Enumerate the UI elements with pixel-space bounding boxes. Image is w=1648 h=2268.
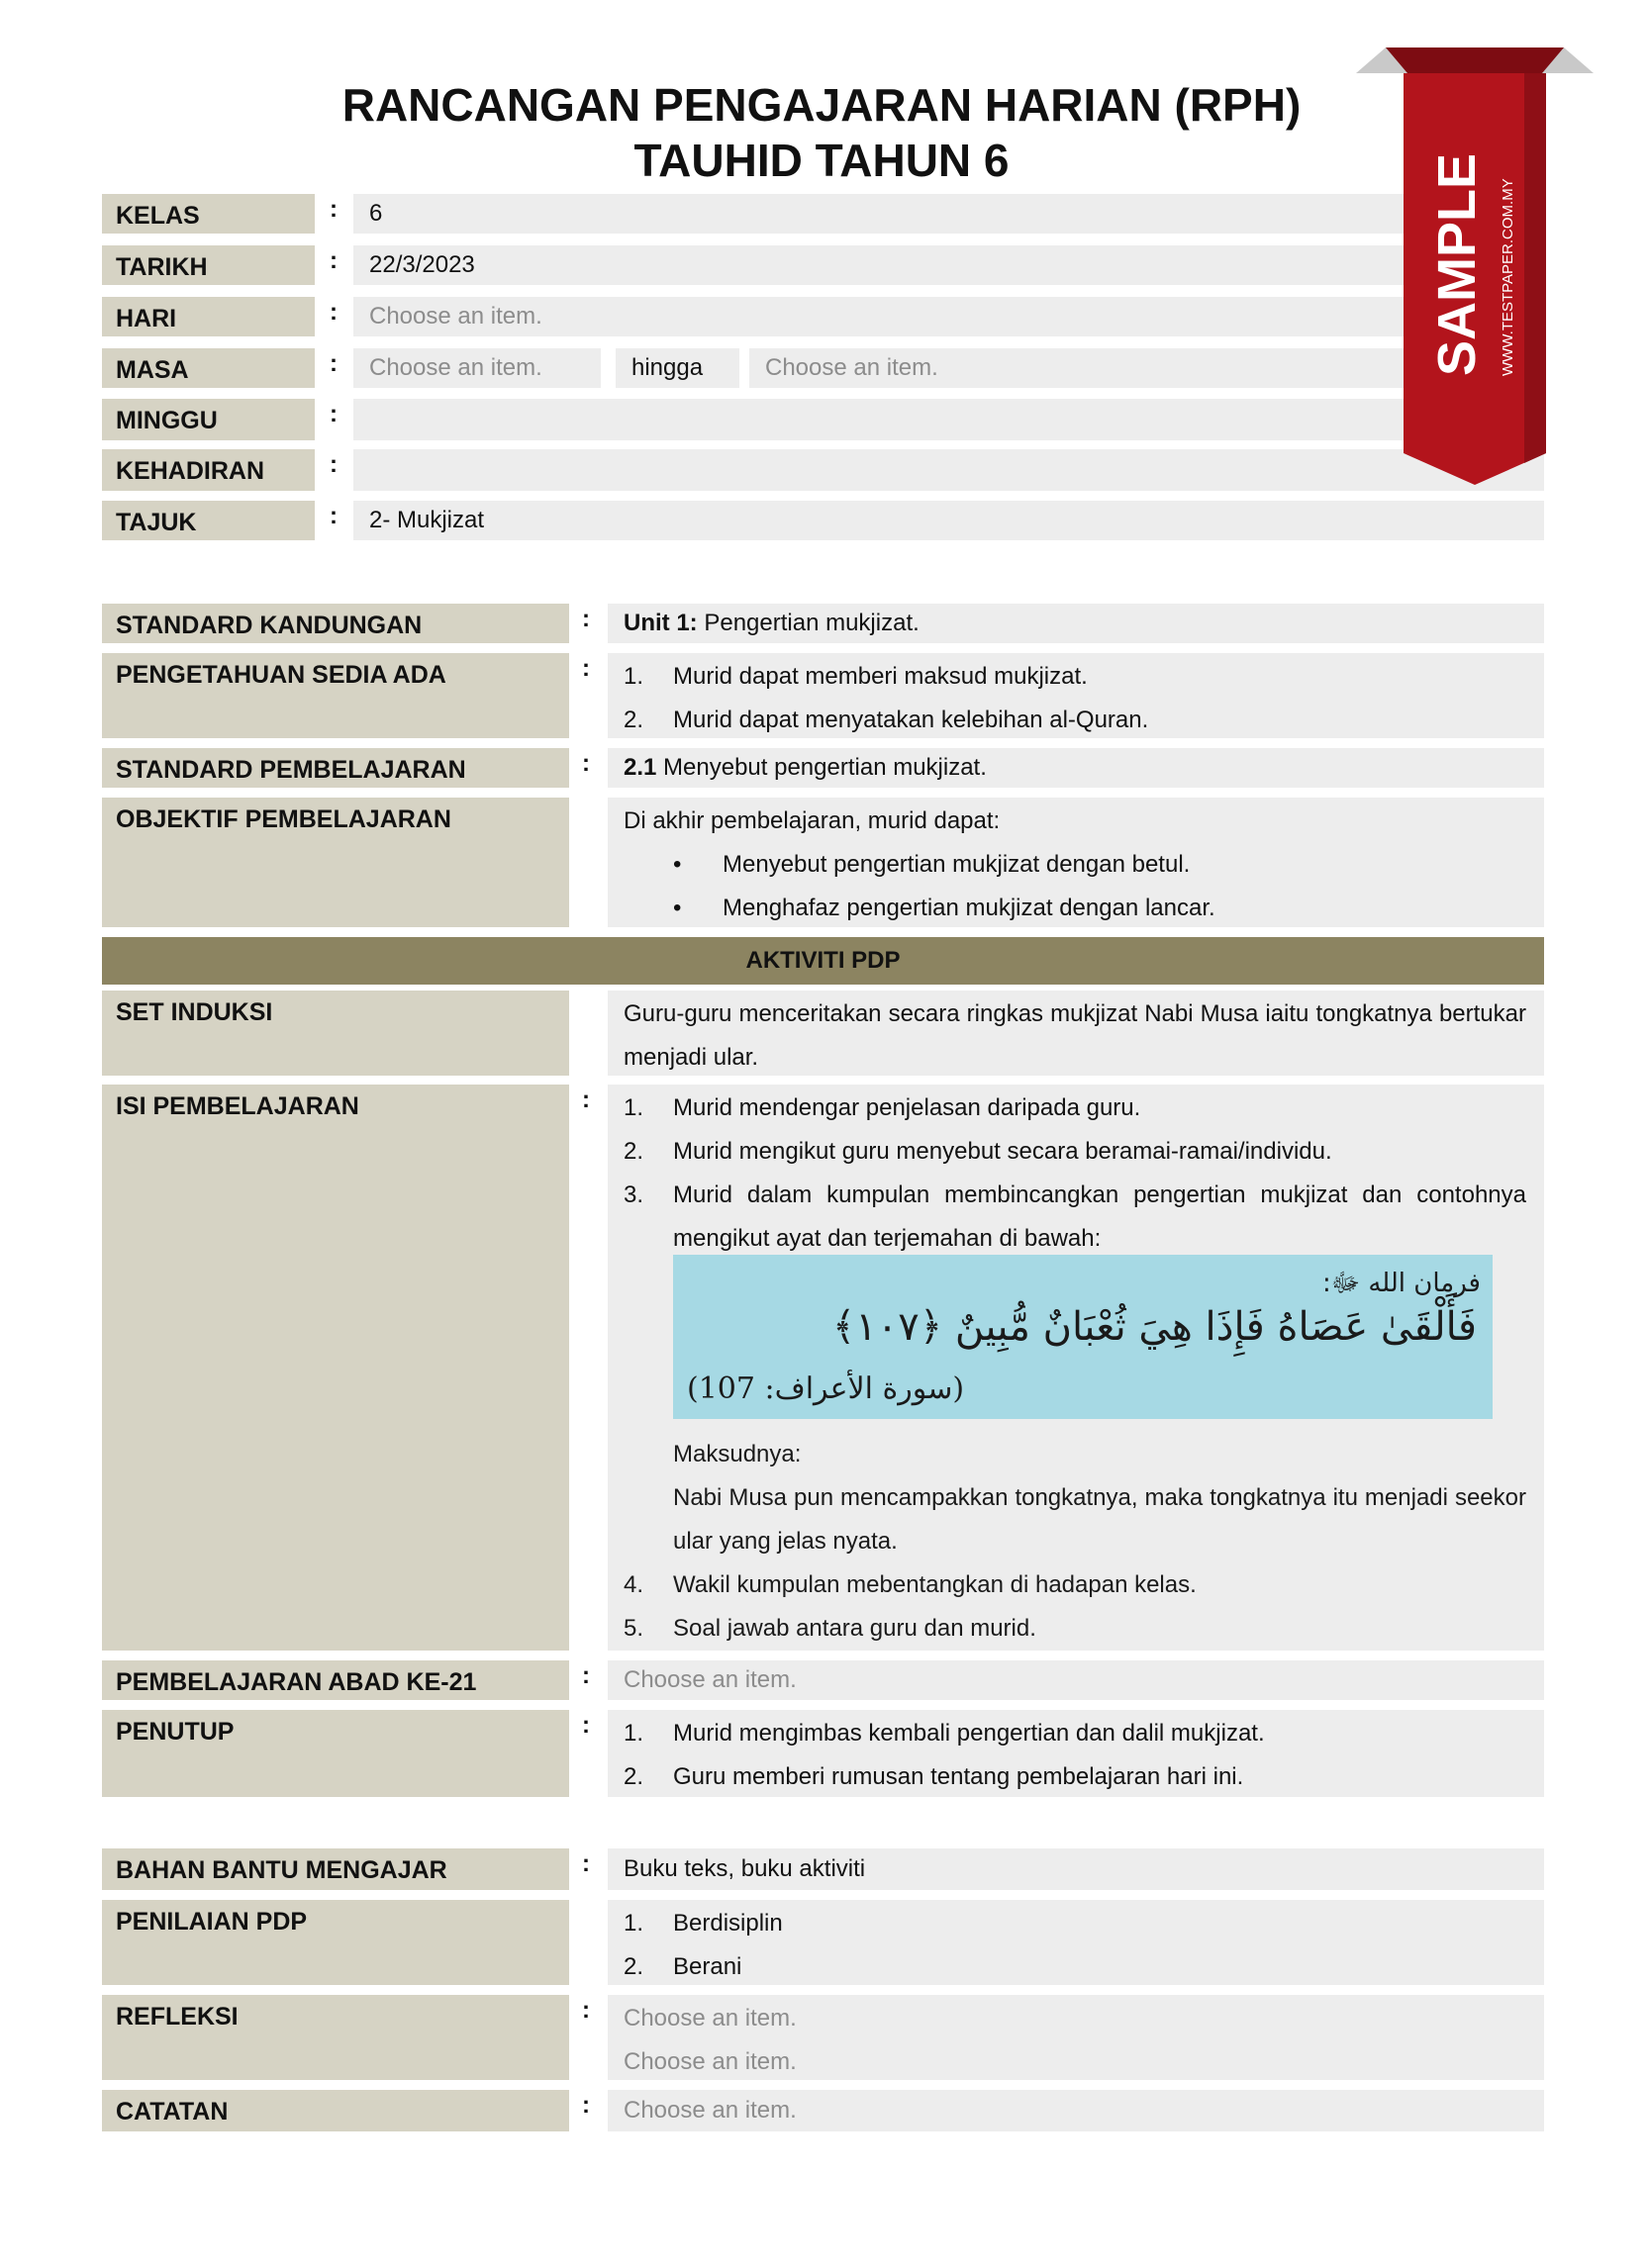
quran-verse-panel	[673, 1255, 1493, 1419]
tajuk-field[interactable]: 2- Mukjizat	[353, 501, 1544, 540]
masa-label: MASA	[102, 348, 315, 388]
abad21-colon: :	[582, 1662, 590, 1689]
minggu-colon: :	[330, 401, 338, 427]
catatan-label: CATATAN	[102, 2090, 569, 2131]
set-induksi-value: Guru-guru menceritakan secara ringkas mukjizat Nabi Musa iaitu tongkatnya bertukar menjadi ular.	[608, 991, 1544, 1076]
penutup-list	[624, 1712, 1544, 1799]
penutup-label: PENUTUP	[102, 1710, 569, 1797]
bbm-colon: :	[582, 1850, 590, 1877]
objektif-value	[608, 798, 1544, 927]
catatan-colon: :	[582, 2092, 590, 2119]
catatan-dropdown[interactable]: Choose an item.	[608, 2090, 1544, 2131]
kehadiran-label: KEHADIRAN	[102, 449, 315, 491]
list-item: 1. Berdisiplin	[624, 1910, 783, 1937]
standard-pembelajaran-label: STANDARD PEMBELAJARAN	[102, 748, 569, 788]
list-item: 1. Murid mendengar penjelasan daripada guru.	[624, 1094, 1141, 1121]
abad21-dropdown[interactable]: Choose an item.	[608, 1660, 1544, 1700]
pengetahuan-colon: :	[582, 655, 590, 682]
abad21-label: PEMBELAJARAN ABAD KE-21	[102, 1660, 569, 1700]
tarikh-field[interactable]: 22/3/2023	[353, 245, 1544, 285]
list-item: 2. Guru memberi rumusan tentang pembelajaran hari ini.	[624, 1763, 1244, 1790]
title-line-1: RANCANGAN PENGAJARAN HARIAN (RPH)	[341, 79, 1302, 131]
penilaian-value	[608, 1900, 1544, 1985]
objektif-intro: Di akhir pembelajaran, murid dapat:	[624, 807, 1001, 834]
title-line-2: TAUHID TAHUN 6	[633, 135, 1010, 186]
sample-ribbon-watermark	[1356, 40, 1594, 505]
kelas-field[interactable]: 6	[353, 194, 1544, 234]
masa-start-dropdown[interactable]: Choose an item.	[353, 348, 601, 388]
refleksi-dropdown-1[interactable]: Choose an item.	[624, 2005, 797, 2032]
sp-bold: 2.1	[624, 754, 657, 781]
pengetahuan-value	[608, 653, 1544, 738]
list-item: 2. Murid dapat menyatakan kelebihan al-Quran.	[624, 707, 1149, 733]
hari-dropdown[interactable]: Choose an item.	[353, 297, 1544, 336]
list-item: • Menyebut pengertian mukjizat dengan betul.	[624, 843, 1544, 887]
penilaian-list	[624, 1902, 1544, 1989]
refleksi-dropdown-2[interactable]: Choose an item.	[624, 2048, 797, 2075]
hari-label: HARI	[102, 297, 315, 336]
aktiviti-header: AKTIVITI PDP	[102, 937, 1544, 985]
list-item: • Menghafaz pengertian mukjizat dengan lancar.	[624, 887, 1544, 930]
penutup-value	[608, 1710, 1544, 1797]
tarikh-colon: :	[330, 247, 338, 274]
tajuk-label: TAJUK	[102, 501, 315, 540]
penutup-colon: :	[582, 1712, 590, 1739]
bbm-label: BAHAN BANTU MENGAJAR	[102, 1848, 569, 1890]
tarikh-label: TARIKH	[102, 245, 315, 285]
maksud-text: Nabi Musa pun mencampakkan tongkatnya, maka tongkatnya itu menjadi seekor ular yang jelas nyata.	[673, 1484, 1526, 1555]
pengetahuan-list	[624, 655, 1544, 742]
quran-reference: (سورة الأعراف: 107)	[687, 1371, 965, 1406]
set-induksi-label: SET INDUKSI	[102, 991, 569, 1076]
kelas-label: KELAS	[102, 194, 315, 234]
refleksi-colon: :	[582, 1997, 590, 2024]
kehadiran-colon: :	[330, 451, 338, 478]
standard-kandungan-label: STANDARD KANDUNGAN	[102, 604, 569, 643]
penilaian-label: PENILAIAN PDP	[102, 1900, 569, 1985]
standard-pembelajaran-colon: :	[582, 750, 590, 777]
masa-connector: hingga	[616, 348, 739, 388]
list-item: 5. Soal jawab antara guru dan murid.	[624, 1615, 1036, 1642]
ribbon-top	[1386, 47, 1564, 73]
masa-colon: :	[330, 350, 338, 377]
sp-text: Menyebut pengertian mukjizat.	[656, 754, 987, 781]
list-item: 2. Murid mengikut guru menyebut secara beramai-ramai/individu.	[624, 1138, 1332, 1165]
masa-end-dropdown[interactable]: Choose an item.	[749, 348, 1544, 388]
list-item: 2. Berani	[624, 1953, 742, 1980]
quran-intro: فرمان الله ﷻ:	[1321, 1269, 1481, 1298]
maksud-block	[673, 1433, 1526, 1563]
document-title	[228, 77, 1415, 188]
list-item: 1. Murid mengimbas kembali pengertian dan dalil mukjizat.	[624, 1720, 1265, 1747]
maksud-label: Maksudnya:	[673, 1441, 802, 1467]
kelas-colon: :	[330, 196, 338, 223]
isi-colon: :	[582, 1087, 590, 1113]
list-item: 4. Wakil kumpulan mebentangkan di hadapan kelas.	[624, 1571, 1197, 1598]
watermark-url: WWW.TESTPAPER.COM.MY	[1500, 178, 1516, 376]
list-item: 3. Murid dalam kumpulan membincangkan pengertian mukjizat dan contohnya mengikut ayat dan terjemahan di bawah:	[624, 1181, 1526, 1252]
standard-kandungan-value	[608, 604, 1544, 643]
sample-text: SAMPLE	[1427, 152, 1487, 376]
isi-list	[624, 1087, 1526, 1261]
quran-ayah: فَأَلْقَىٰ عَصَاهُ فَإِذَا هِيَ ثُعْبَانٌ مُّبِينٌ ﴿١٠٧﴾	[831, 1304, 1477, 1350]
pengetahuan-label: PENGETAHUAN SEDIA ADA	[102, 653, 569, 738]
objektif-list	[624, 843, 1544, 930]
standard-pembelajaran-value	[608, 748, 1544, 788]
isi-label: ISI PEMBELAJARAN	[102, 1085, 569, 1651]
bbm-value[interactable]: Buku teks, buku aktiviti	[608, 1848, 1544, 1890]
list-item: 1. Murid dapat memberi maksud mukjizat.	[624, 663, 1088, 690]
isi-list-continued	[624, 1563, 1526, 1651]
standard-kandungan-colon: :	[582, 606, 590, 632]
isi-list-2	[624, 1563, 1526, 1651]
objektif-label: OBJEKTIF PEMBELAJARAN	[102, 798, 569, 927]
hari-colon: :	[330, 299, 338, 326]
refleksi-label: REFLEKSI	[102, 1995, 569, 2080]
tajuk-colon: :	[330, 503, 338, 529]
unit-text: Pengertian mukjizat.	[697, 610, 920, 636]
unit-bold: Unit 1:	[624, 610, 698, 636]
refleksi-value	[608, 1995, 1544, 2080]
ribbon-shade	[1524, 73, 1546, 463]
minggu-label: MINGGU	[102, 399, 315, 440]
